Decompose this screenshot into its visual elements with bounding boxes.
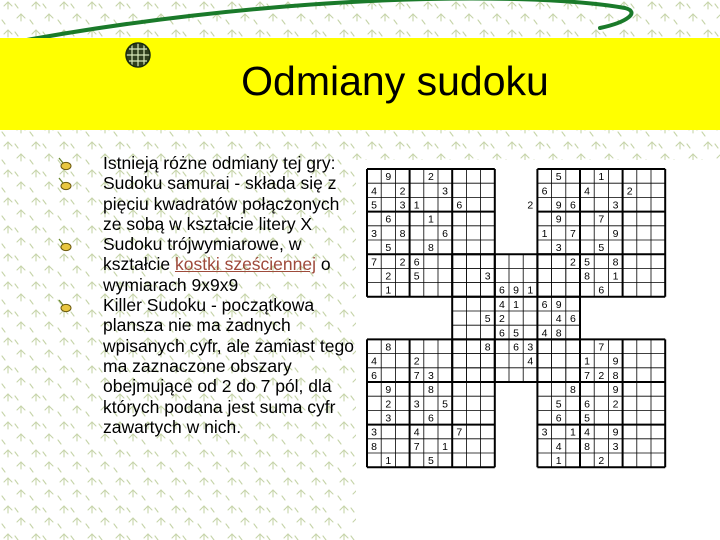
leaf-bullet-icon (58, 177, 72, 191)
clue-digit: 6 (541, 298, 548, 311)
clue-digit: 9 (385, 171, 392, 184)
clue-digit: 1 (584, 355, 591, 368)
clue-digit: 6 (442, 227, 449, 240)
clue-digit: 5 (371, 199, 378, 212)
clue-digit: 3 (385, 412, 392, 425)
clue-digit: 3 (612, 199, 619, 212)
leaf-bullet-icon (58, 157, 72, 171)
clue-digit: 3 (371, 426, 378, 439)
clue-digit: 6 (498, 284, 505, 297)
clue-digit: 9 (555, 213, 562, 226)
clue-digit: 6 (541, 185, 548, 198)
clue-digit: 4 (527, 355, 534, 368)
clue-digit: 2 (385, 398, 392, 411)
bullet-item (58, 153, 358, 173)
clue-digit: 2 (399, 256, 406, 269)
bullet-text: Istnieją różne odmiany tej gry: (103, 153, 336, 173)
clue-digit: 4 (584, 426, 591, 439)
clue-digit: 8 (371, 440, 378, 453)
cube-link[interactable]: kostki sześciennej (174, 254, 317, 275)
clue-digit: 5 (598, 242, 605, 255)
clue-digit: 8 (612, 369, 619, 382)
clue-digit: 6 (413, 256, 420, 269)
clue-digit: 9 (513, 284, 520, 297)
clue-digit: 9 (385, 384, 392, 397)
clue-digit: 1 (513, 298, 520, 311)
leaf-bullet-icon (58, 299, 72, 313)
bullet-text: Killer Sudoku - początkowa plansza nie ma żadnych wpisanych cyfr, ale zamiast tego ma zaznaczone obszary obejmujące od 2 do 7 pól, dla których podana jest suma cyfr zawartych w nich. (103, 295, 354, 437)
clue-digit: 8 (484, 341, 491, 354)
bullet-item (58, 234, 358, 295)
clue-digit: 1 (555, 455, 562, 468)
bullet-list (58, 153, 358, 437)
clue-digit: 7 (569, 227, 576, 240)
clue-digit: 1 (569, 426, 576, 439)
bullet-item (58, 173, 358, 234)
clue-digit: 2 (569, 256, 576, 269)
clue-digit: 2 (612, 398, 619, 411)
clue-digit: 7 (584, 369, 591, 382)
clue-digit: 1 (385, 284, 392, 297)
clue-digit: 4 (541, 327, 548, 340)
clue-digit: 6 (371, 369, 378, 382)
clue-digit: 8 (427, 242, 434, 255)
clue-digit: 6 (385, 213, 392, 226)
leaf-bullet-icon (58, 238, 72, 252)
bullet-text: o wymiarach 9x9x9 (103, 254, 331, 295)
clue-digit: 3 (399, 199, 406, 212)
clue-digit: 3 (442, 185, 449, 198)
clue-digit: 5 (427, 455, 434, 468)
clue-digit: 7 (598, 341, 605, 354)
clue-digit: 8 (385, 341, 392, 354)
clue-digit: 6 (555, 412, 562, 425)
clue-digit: 9 (612, 355, 619, 368)
clue-digit: 7 (598, 213, 605, 226)
clue-digit: 2 (626, 185, 633, 198)
clue-digit: 5 (555, 398, 562, 411)
clue-digit: 8 (612, 256, 619, 269)
clue-digit: 6 (584, 398, 591, 411)
clue-digit: 4 (413, 426, 420, 439)
clue-digit: 4 (371, 355, 378, 368)
clue-digit: 2 (385, 270, 392, 283)
clue-digit: 2 (527, 199, 534, 212)
clue-digit: 7 (456, 426, 463, 439)
clue-digit: 6 (513, 341, 520, 354)
clue-digit: 3 (413, 398, 420, 411)
clue-digit: 3 (371, 227, 378, 240)
clue-digit: 8 (569, 384, 576, 397)
clue-digit: 1 (442, 440, 449, 453)
clue-digit: 6 (569, 199, 576, 212)
clue-digit: 7 (371, 256, 378, 269)
bullet-text: Sudoku samurai - składa się z pięciu kwadratów połączonych ze sobą w kształcie litery X (103, 173, 340, 234)
clue-digit: 4 (555, 440, 562, 453)
clue-digit: 9 (612, 227, 619, 240)
clue-digit: 5 (484, 313, 491, 326)
clue-digit: 4 (584, 185, 591, 198)
clue-digit: 8 (427, 384, 434, 397)
clue-digit: 9 (555, 298, 562, 311)
clue-digit: 3 (555, 242, 562, 255)
clue-digit: 4 (555, 313, 562, 326)
clue-digit: 8 (399, 227, 406, 240)
clue-digit: 1 (413, 199, 420, 212)
clue-digit: 7 (413, 440, 420, 453)
clue-digit: 4 (498, 298, 505, 311)
clue-digit: 9 (612, 426, 619, 439)
clue-digit: 6 (598, 284, 605, 297)
samurai-sudoku-grid (366, 168, 668, 470)
clue-digit: 6 (498, 327, 505, 340)
bullet-text: Sudoku trójwymiarowe, w kształcie (103, 234, 302, 275)
clue-digit: 5 (513, 327, 520, 340)
clue-digit: 2 (598, 369, 605, 382)
clue-digit: 2 (399, 185, 406, 198)
clue-digit: 2 (427, 171, 434, 184)
clue-digit: 5 (385, 242, 392, 255)
clue-digit: 9 (612, 384, 619, 397)
slide-title: Odmiany sudoku (241, 58, 549, 104)
clue-digit: 9 (555, 199, 562, 212)
clue-digit: 3 (484, 270, 491, 283)
clue-digit: 5 (442, 398, 449, 411)
bullet-item (58, 295, 358, 437)
clue-digit: 3 (527, 341, 534, 354)
clue-digit: 1 (598, 171, 605, 184)
clue-digit: 2 (413, 355, 420, 368)
clue-digit: 5 (413, 270, 420, 283)
clue-digit: 3 (612, 440, 619, 453)
clue-digit: 3 (427, 369, 434, 382)
clue-digit: 8 (555, 327, 562, 340)
clue-digit: 1 (385, 455, 392, 468)
clue-digit: 6 (569, 313, 576, 326)
clue-digit: 3 (541, 426, 548, 439)
clue-digit: 1 (541, 227, 548, 240)
clue-digit: 4 (371, 185, 378, 198)
clue-digit: 7 (413, 369, 420, 382)
clue-digit: 6 (427, 412, 434, 425)
clue-digit: 8 (584, 270, 591, 283)
clue-digit: 5 (584, 412, 591, 425)
clue-digit: 8 (584, 440, 591, 453)
clue-digit: 2 (498, 313, 505, 326)
clue-digit: 5 (584, 256, 591, 269)
clue-digit: 1 (612, 270, 619, 283)
clue-digit: 5 (555, 171, 562, 184)
clue-digit: 1 (427, 213, 434, 226)
clue-digit: 2 (598, 455, 605, 468)
clue-digit: 6 (456, 199, 463, 212)
clue-digit: 1 (527, 284, 534, 297)
